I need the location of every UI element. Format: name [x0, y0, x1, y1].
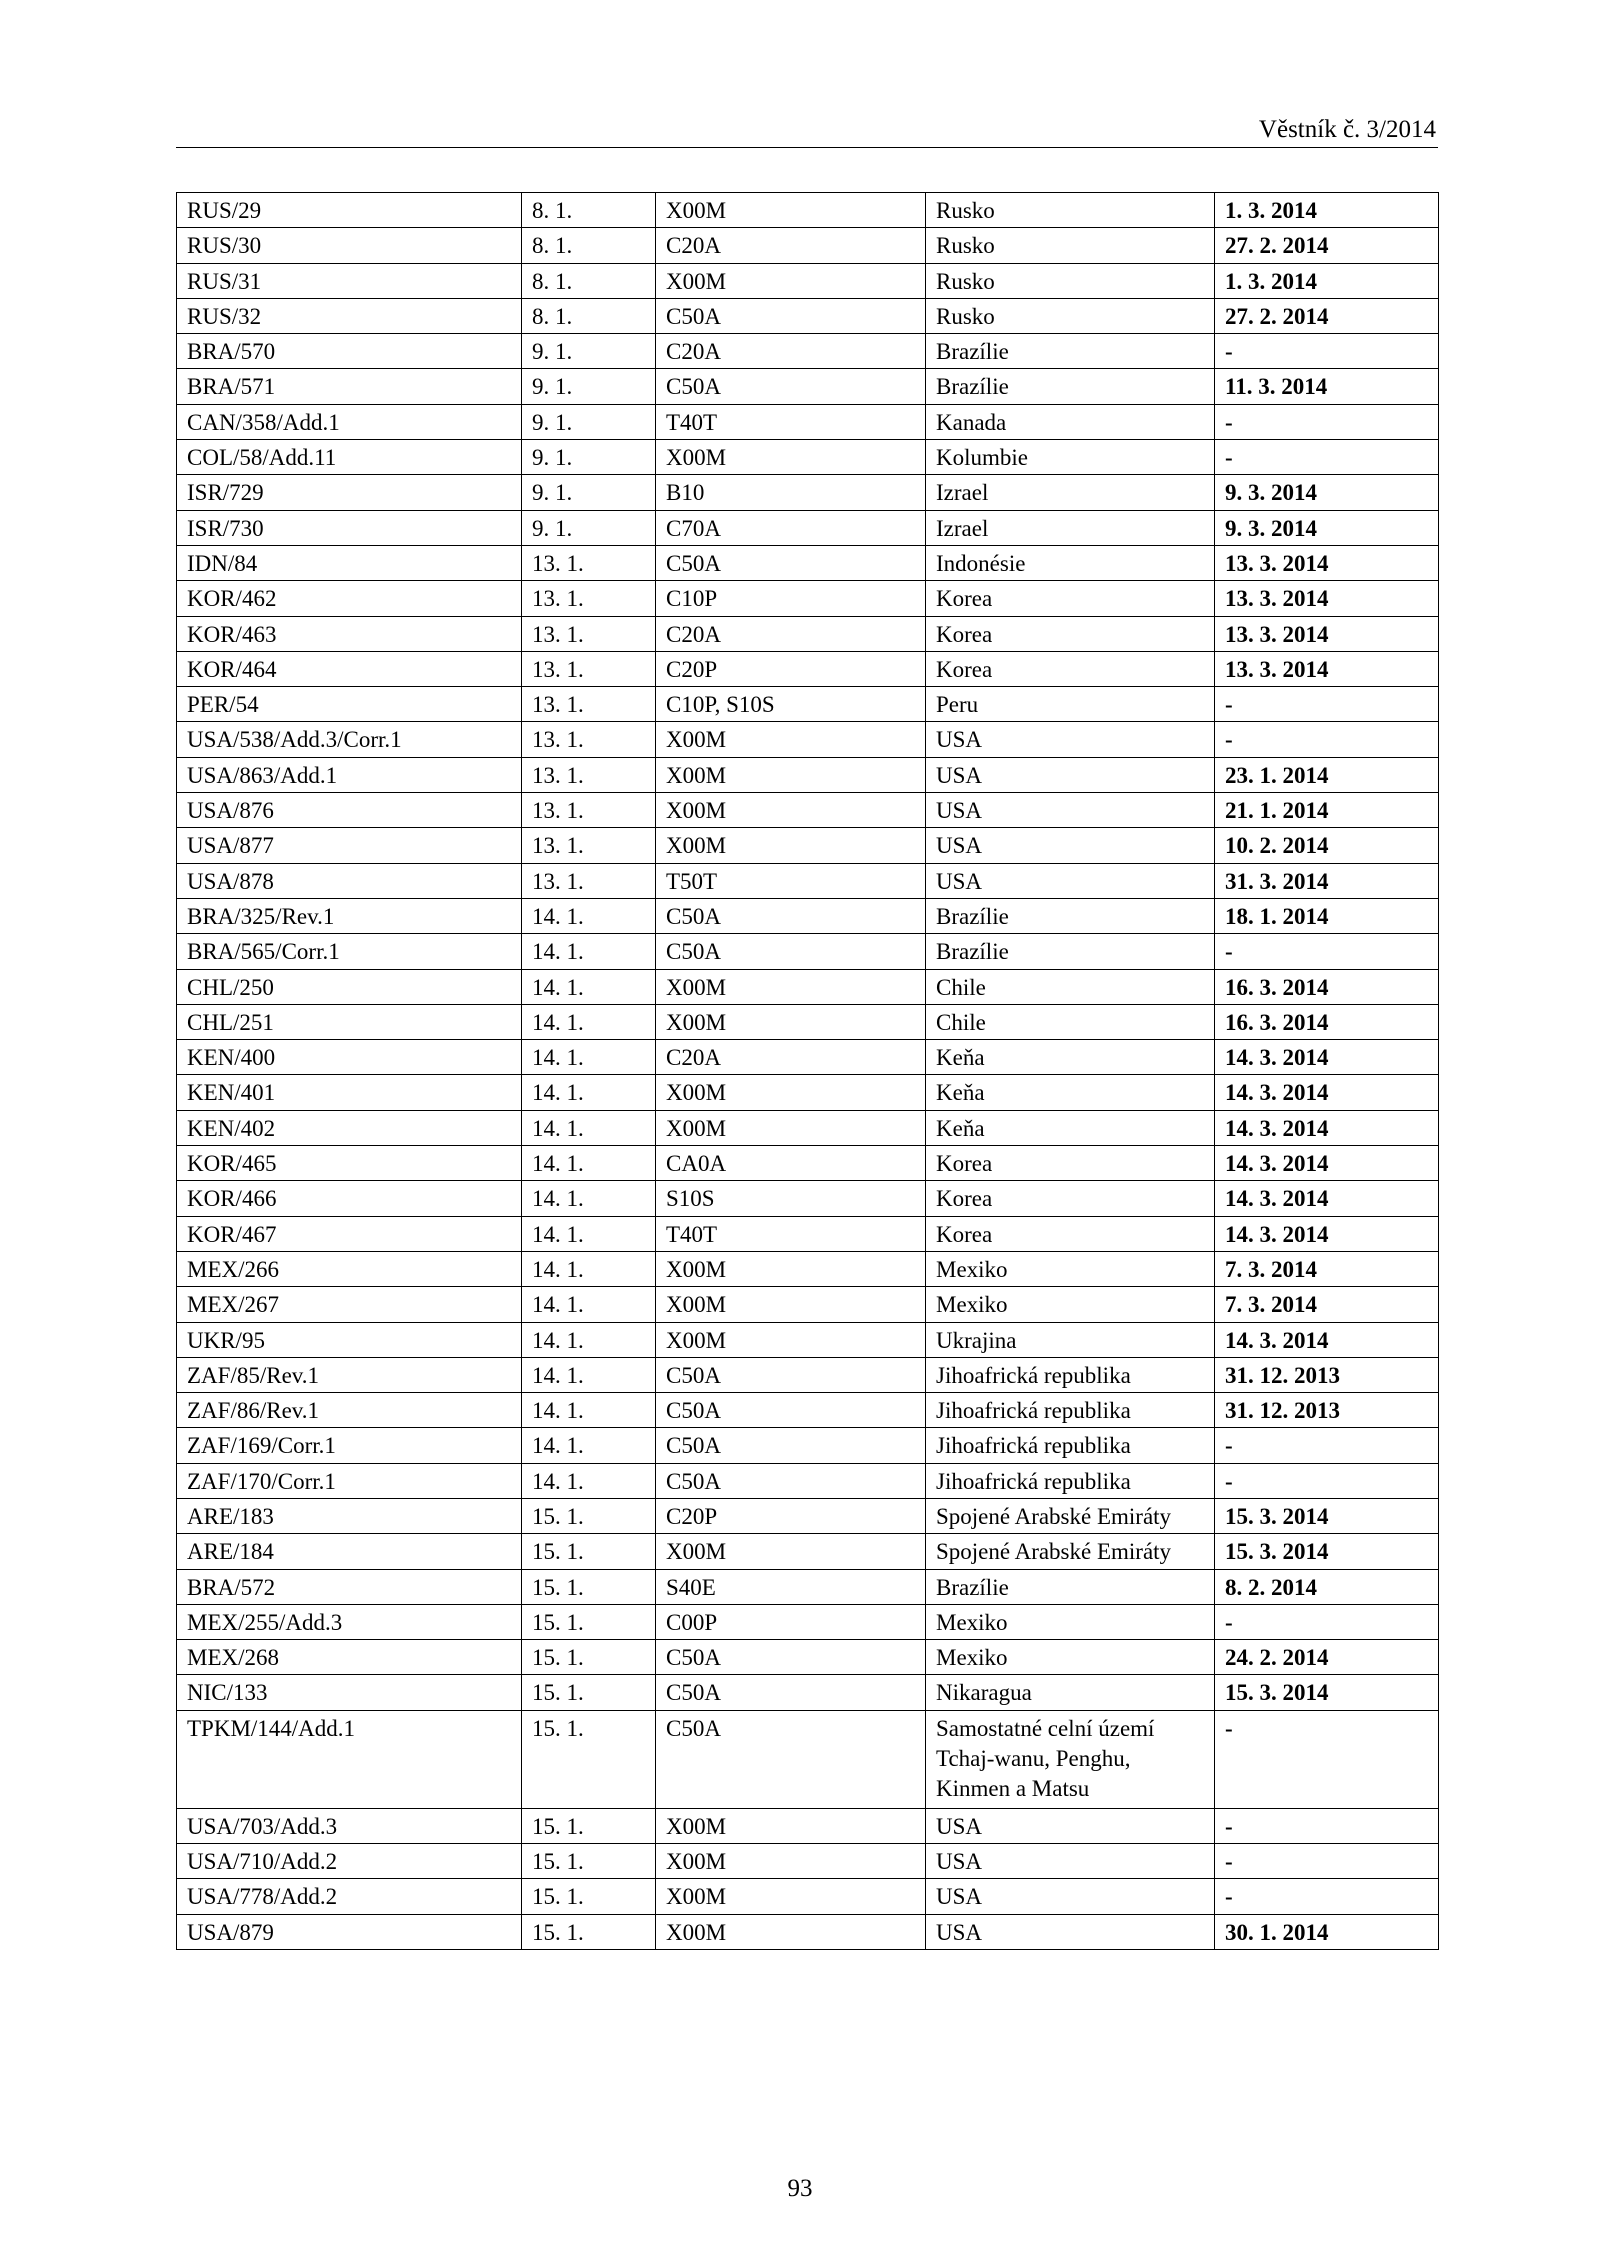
country-cell: Korea	[926, 651, 1215, 686]
deadline-cell: 14. 3. 2014	[1215, 1146, 1439, 1181]
date-cell: 14. 1.	[522, 1110, 656, 1145]
country-cell: Indonésie	[926, 545, 1215, 580]
table-row	[177, 298, 1439, 333]
country-cell: USA	[926, 793, 1215, 828]
date-cell: 15. 1.	[522, 1808, 656, 1843]
document-code-cell: BRA/325/Rev.1	[177, 898, 522, 933]
code-cell: X00M	[656, 757, 926, 792]
code-cell: C50A	[656, 1640, 926, 1675]
country-cell: Rusko	[926, 228, 1215, 263]
deadline-cell: 14. 3. 2014	[1215, 1181, 1439, 1216]
table-row	[177, 369, 1439, 404]
deadline-cell: 7. 3. 2014	[1215, 1251, 1439, 1286]
table-row	[177, 193, 1439, 228]
country-cell: Korea	[926, 1146, 1215, 1181]
country-cell: Mexiko	[926, 1604, 1215, 1639]
code-cell: X00M	[656, 193, 926, 228]
date-cell: 13. 1.	[522, 616, 656, 651]
date-cell: 13. 1.	[522, 651, 656, 686]
document-code-cell: KEN/400	[177, 1040, 522, 1075]
country-cell: Izrael	[926, 475, 1215, 510]
deadline-cell: 27. 2. 2014	[1215, 228, 1439, 263]
document-code-cell: USA/879	[177, 1914, 522, 1949]
deadline-cell: 14. 3. 2014	[1215, 1216, 1439, 1251]
date-cell: 15. 1.	[522, 1604, 656, 1639]
code-cell: C50A	[656, 898, 926, 933]
document-code-cell: MEX/266	[177, 1251, 522, 1286]
country-cell: Keňa	[926, 1040, 1215, 1075]
code-cell: X00M	[656, 1879, 926, 1914]
date-cell: 15. 1.	[522, 1710, 656, 1808]
document-code-cell: ZAF/170/Corr.1	[177, 1463, 522, 1498]
deadline-cell: 15. 3. 2014	[1215, 1498, 1439, 1533]
page-number: 93	[787, 2175, 813, 2202]
country-cell: USA	[926, 828, 1215, 863]
document-code-cell: MEX/267	[177, 1287, 522, 1322]
country-cell: Ukrajina	[926, 1322, 1215, 1357]
deadline-cell: -	[1215, 934, 1439, 969]
deadline-cell: 18. 1. 2014	[1215, 898, 1439, 933]
table-row	[177, 1808, 1439, 1843]
document-code-cell: KOR/467	[177, 1216, 522, 1251]
document-code-cell: CAN/358/Add.1	[177, 404, 522, 439]
document-code-cell: KOR/465	[177, 1146, 522, 1181]
table-row	[177, 228, 1439, 263]
country-cell: Nikaragua	[926, 1675, 1215, 1710]
document-code-cell: KEN/402	[177, 1110, 522, 1145]
table-row	[177, 545, 1439, 580]
date-cell: 8. 1.	[522, 228, 656, 263]
code-cell: C20A	[656, 616, 926, 651]
code-cell: T40T	[656, 1216, 926, 1251]
table-row	[177, 263, 1439, 298]
date-cell: 14. 1.	[522, 1216, 656, 1251]
deadline-cell: -	[1215, 440, 1439, 475]
document-code-cell: USA/538/Add.3/Corr.1	[177, 722, 522, 757]
country-cell: Mexiko	[926, 1287, 1215, 1322]
country-cell: Korea	[926, 1216, 1215, 1251]
code-cell: X00M	[656, 263, 926, 298]
document-code-cell: MEX/255/Add.3	[177, 1604, 522, 1639]
document-code-cell: ZAF/85/Rev.1	[177, 1357, 522, 1392]
document-code-cell: BRA/571	[177, 369, 522, 404]
code-cell: X00M	[656, 969, 926, 1004]
date-cell: 14. 1.	[522, 969, 656, 1004]
deadline-cell: 1. 3. 2014	[1215, 263, 1439, 298]
deadline-cell: 14. 3. 2014	[1215, 1322, 1439, 1357]
country-cell: USA	[926, 1914, 1215, 1949]
country-cell: Spojené Arabské Emiráty	[926, 1498, 1215, 1533]
document-code-cell: KOR/462	[177, 581, 522, 616]
deadline-cell: 14. 3. 2014	[1215, 1075, 1439, 1110]
code-cell: C50A	[656, 1675, 926, 1710]
country-cell: Korea	[926, 616, 1215, 651]
document-code-cell: KOR/463	[177, 616, 522, 651]
date-cell: 14. 1.	[522, 1322, 656, 1357]
deadline-cell: -	[1215, 404, 1439, 439]
table-row	[177, 1640, 1439, 1675]
date-cell: 14. 1.	[522, 1428, 656, 1463]
document-code-cell: TPKM/144/Add.1	[177, 1710, 522, 1808]
document-code-cell: USA/703/Add.3	[177, 1808, 522, 1843]
country-cell: Brazílie	[926, 898, 1215, 933]
date-cell: 15. 1.	[522, 1640, 656, 1675]
country-cell: Spojené Arabské Emiráty	[926, 1534, 1215, 1569]
deadline-cell: 23. 1. 2014	[1215, 757, 1439, 792]
code-cell: C20A	[656, 228, 926, 263]
date-cell: 14. 1.	[522, 1357, 656, 1392]
country-cell: USA	[926, 722, 1215, 757]
table-row	[177, 1879, 1439, 1914]
country-cell: USA	[926, 1808, 1215, 1843]
country-cell: Jihoafrická republika	[926, 1428, 1215, 1463]
deadline-cell: 30. 1. 2014	[1215, 1914, 1439, 1949]
country-cell: Rusko	[926, 193, 1215, 228]
deadline-cell: 21. 1. 2014	[1215, 793, 1439, 828]
deadline-cell: -	[1215, 1808, 1439, 1843]
code-cell: C20P	[656, 651, 926, 686]
document-code-cell: COL/58/Add.11	[177, 440, 522, 475]
table-row	[177, 687, 1439, 722]
country-cell: Rusko	[926, 263, 1215, 298]
date-cell: 9. 1.	[522, 404, 656, 439]
deadline-cell: 31. 12. 2013	[1215, 1357, 1439, 1392]
table-row	[177, 1146, 1439, 1181]
date-cell: 14. 1.	[522, 1004, 656, 1039]
country-cell: Keňa	[926, 1075, 1215, 1110]
document-code-cell: BRA/572	[177, 1569, 522, 1604]
document-code-cell: KEN/401	[177, 1075, 522, 1110]
country-cell: USA	[926, 1844, 1215, 1879]
table-row	[177, 1216, 1439, 1251]
table-row	[177, 1075, 1439, 1110]
country-cell: Chile	[926, 1004, 1215, 1039]
deadline-cell: 13. 3. 2014	[1215, 616, 1439, 651]
country-cell: Rusko	[926, 298, 1215, 333]
date-cell: 15. 1.	[522, 1498, 656, 1533]
document-code-cell: MEX/268	[177, 1640, 522, 1675]
deadline-cell: 31. 12. 2013	[1215, 1393, 1439, 1428]
document-code-cell: BRA/565/Corr.1	[177, 934, 522, 969]
date-cell: 14. 1.	[522, 1287, 656, 1322]
table-row	[177, 969, 1439, 1004]
table-row	[177, 651, 1439, 686]
deadline-cell: -	[1215, 1844, 1439, 1879]
date-cell: 9. 1.	[522, 334, 656, 369]
document-code-cell: RUS/32	[177, 298, 522, 333]
table-row	[177, 1110, 1439, 1145]
deadline-cell: 14. 3. 2014	[1215, 1040, 1439, 1075]
document-code-cell: ISR/729	[177, 475, 522, 510]
code-cell: X00M	[656, 1251, 926, 1286]
deadline-cell: 15. 3. 2014	[1215, 1675, 1439, 1710]
deadline-cell: -	[1215, 722, 1439, 757]
code-cell: C50A	[656, 1428, 926, 1463]
code-cell: X00M	[656, 722, 926, 757]
code-cell: C10P, S10S	[656, 687, 926, 722]
code-cell: C70A	[656, 510, 926, 545]
date-cell: 13. 1.	[522, 863, 656, 898]
table-row	[177, 440, 1439, 475]
code-cell: C50A	[656, 934, 926, 969]
code-cell: X00M	[656, 1844, 926, 1879]
country-cell: Samostatné celní území Tchaj-wanu, Penghu, Kinmen a Matsu	[926, 1710, 1215, 1808]
table-row	[177, 1534, 1439, 1569]
date-cell: 15. 1.	[522, 1879, 656, 1914]
table-row	[177, 581, 1439, 616]
table-row	[177, 1569, 1439, 1604]
table-row	[177, 334, 1439, 369]
table-body	[177, 193, 1439, 1950]
table-row	[177, 475, 1439, 510]
code-cell: T40T	[656, 404, 926, 439]
table-row	[177, 1040, 1439, 1075]
deadline-cell: 13. 3. 2014	[1215, 545, 1439, 580]
document-code-cell: USA/710/Add.2	[177, 1844, 522, 1879]
deadline-cell: 24. 2. 2014	[1215, 1640, 1439, 1675]
document-code-cell: UKR/95	[177, 1322, 522, 1357]
code-cell: T50T	[656, 863, 926, 898]
deadline-cell: 16. 3. 2014	[1215, 969, 1439, 1004]
page-header	[176, 104, 1438, 148]
table-row	[177, 793, 1439, 828]
country-cell: Kolumbie	[926, 440, 1215, 475]
country-cell: Peru	[926, 687, 1215, 722]
document-code-cell: NIC/133	[177, 1675, 522, 1710]
date-cell: 14. 1.	[522, 934, 656, 969]
date-cell: 9. 1.	[522, 369, 656, 404]
document-code-cell: IDN/84	[177, 545, 522, 580]
date-cell: 14. 1.	[522, 898, 656, 933]
document-code-cell: RUS/31	[177, 263, 522, 298]
deadline-cell: -	[1215, 1710, 1439, 1808]
date-cell: 13. 1.	[522, 545, 656, 580]
deadline-cell: 13. 3. 2014	[1215, 651, 1439, 686]
country-cell: Korea	[926, 1181, 1215, 1216]
table-row	[177, 898, 1439, 933]
code-cell: S40E	[656, 1569, 926, 1604]
table-row	[177, 1287, 1439, 1322]
deadline-cell: -	[1215, 687, 1439, 722]
table-row	[177, 1498, 1439, 1533]
deadline-cell: -	[1215, 1879, 1439, 1914]
deadline-cell: 9. 3. 2014	[1215, 510, 1439, 545]
document-code-cell: CHL/250	[177, 969, 522, 1004]
document-code-cell: ZAF/86/Rev.1	[177, 1393, 522, 1428]
date-cell: 8. 1.	[522, 263, 656, 298]
document-code-cell: ZAF/169/Corr.1	[177, 1428, 522, 1463]
country-cell: Jihoafrická republika	[926, 1393, 1215, 1428]
date-cell: 15. 1.	[522, 1534, 656, 1569]
country-cell: Korea	[926, 581, 1215, 616]
country-cell: Chile	[926, 969, 1215, 1004]
document-code-cell: USA/863/Add.1	[177, 757, 522, 792]
code-cell: C50A	[656, 1710, 926, 1808]
deadline-cell: 14. 3. 2014	[1215, 1110, 1439, 1145]
code-cell: C50A	[656, 298, 926, 333]
table-row	[177, 828, 1439, 863]
country-cell: Izrael	[926, 510, 1215, 545]
document-code-cell: RUS/29	[177, 193, 522, 228]
code-cell: X00M	[656, 1287, 926, 1322]
bulletin-title: Věstník č. 3/2014	[1258, 116, 1436, 143]
code-cell: CA0A	[656, 1146, 926, 1181]
table-row	[177, 757, 1439, 792]
deadline-cell: -	[1215, 1463, 1439, 1498]
date-cell: 14. 1.	[522, 1040, 656, 1075]
deadline-cell: 11. 3. 2014	[1215, 369, 1439, 404]
code-cell: C50A	[656, 369, 926, 404]
table-row	[177, 1710, 1439, 1808]
code-cell: X00M	[656, 1322, 926, 1357]
table-row	[177, 1675, 1439, 1710]
table-row	[177, 616, 1439, 651]
code-cell: S10S	[656, 1181, 926, 1216]
table-row	[177, 863, 1439, 898]
document-code-cell: RUS/30	[177, 228, 522, 263]
deadline-cell: 16. 3. 2014	[1215, 1004, 1439, 1039]
code-cell: B10	[656, 475, 926, 510]
code-cell: C10P	[656, 581, 926, 616]
country-cell: Brazílie	[926, 1569, 1215, 1604]
date-cell: 14. 1.	[522, 1393, 656, 1428]
date-cell: 13. 1.	[522, 757, 656, 792]
code-cell: X00M	[656, 1808, 926, 1843]
date-cell: 13. 1.	[522, 581, 656, 616]
country-cell: USA	[926, 1879, 1215, 1914]
country-cell: Brazílie	[926, 334, 1215, 369]
code-cell: X00M	[656, 1110, 926, 1145]
document-code-cell: PER/54	[177, 687, 522, 722]
date-cell: 9. 1.	[522, 510, 656, 545]
deadline-cell: 7. 3. 2014	[1215, 1287, 1439, 1322]
country-cell: Brazílie	[926, 934, 1215, 969]
date-cell: 13. 1.	[522, 687, 656, 722]
date-cell: 15. 1.	[522, 1675, 656, 1710]
country-cell: Mexiko	[926, 1640, 1215, 1675]
table-row	[177, 404, 1439, 439]
country-cell: Brazílie	[926, 369, 1215, 404]
table-row	[177, 1844, 1439, 1879]
date-cell: 13. 1.	[522, 793, 656, 828]
deadline-cell: 31. 3. 2014	[1215, 863, 1439, 898]
code-cell: C50A	[656, 1357, 926, 1392]
code-cell: X00M	[656, 828, 926, 863]
date-cell: 15. 1.	[522, 1914, 656, 1949]
code-cell: C50A	[656, 1463, 926, 1498]
code-cell: X00M	[656, 793, 926, 828]
code-cell: C20A	[656, 1040, 926, 1075]
document-code-cell: ARE/184	[177, 1534, 522, 1569]
country-cell: Mexiko	[926, 1251, 1215, 1286]
code-cell: X00M	[656, 1534, 926, 1569]
code-cell: X00M	[656, 1004, 926, 1039]
table-row	[177, 1181, 1439, 1216]
table-row	[177, 1463, 1439, 1498]
table-row	[177, 722, 1439, 757]
date-cell: 14. 1.	[522, 1146, 656, 1181]
deadline-cell: 10. 2. 2014	[1215, 828, 1439, 863]
code-cell: C50A	[656, 545, 926, 580]
country-cell: Jihoafrická republika	[926, 1357, 1215, 1392]
table-row	[177, 1914, 1439, 1949]
document-code-cell: USA/778/Add.2	[177, 1879, 522, 1914]
table-row	[177, 1357, 1439, 1392]
table-row	[177, 1251, 1439, 1286]
code-cell: C20A	[656, 334, 926, 369]
code-cell: C00P	[656, 1604, 926, 1639]
document-code-cell: USA/877	[177, 828, 522, 863]
table-row	[177, 510, 1439, 545]
deadline-cell: -	[1215, 334, 1439, 369]
table-row	[177, 1428, 1439, 1463]
document-code-cell: USA/878	[177, 863, 522, 898]
table-row	[177, 1393, 1439, 1428]
country-cell: USA	[926, 863, 1215, 898]
code-cell: X00M	[656, 440, 926, 475]
date-cell: 15. 1.	[522, 1569, 656, 1604]
date-cell: 9. 1.	[522, 440, 656, 475]
deadline-cell: 27. 2. 2014	[1215, 298, 1439, 333]
table-row	[177, 1004, 1439, 1039]
date-cell: 15. 1.	[522, 1844, 656, 1879]
document-code-cell: KOR/466	[177, 1181, 522, 1216]
document-code-cell: ISR/730	[177, 510, 522, 545]
code-cell: C20P	[656, 1498, 926, 1533]
deadline-cell: -	[1215, 1604, 1439, 1639]
date-cell: 14. 1.	[522, 1181, 656, 1216]
deadline-cell: 15. 3. 2014	[1215, 1534, 1439, 1569]
date-cell: 13. 1.	[522, 828, 656, 863]
deadline-cell: 8. 2. 2014	[1215, 1569, 1439, 1604]
table-row	[177, 1322, 1439, 1357]
notification-table	[176, 192, 1439, 1950]
country-cell: Keňa	[926, 1110, 1215, 1145]
code-cell: C50A	[656, 1393, 926, 1428]
deadline-cell: 9. 3. 2014	[1215, 475, 1439, 510]
code-cell: X00M	[656, 1075, 926, 1110]
deadline-cell: 13. 3. 2014	[1215, 581, 1439, 616]
date-cell: 9. 1.	[522, 475, 656, 510]
document-code-cell: CHL/251	[177, 1004, 522, 1039]
country-cell: Jihoafrická republika	[926, 1463, 1215, 1498]
deadline-cell: 1. 3. 2014	[1215, 193, 1439, 228]
date-cell: 14. 1.	[522, 1251, 656, 1286]
date-cell: 8. 1.	[522, 193, 656, 228]
deadline-cell: -	[1215, 1428, 1439, 1463]
table-row	[177, 1604, 1439, 1639]
table-row	[177, 934, 1439, 969]
country-cell: Kanada	[926, 404, 1215, 439]
document-code-cell: KOR/464	[177, 651, 522, 686]
code-cell: X00M	[656, 1914, 926, 1949]
date-cell: 14. 1.	[522, 1463, 656, 1498]
date-cell: 14. 1.	[522, 1075, 656, 1110]
document-code-cell: ARE/183	[177, 1498, 522, 1533]
country-cell: USA	[926, 757, 1215, 792]
document-code-cell: BRA/570	[177, 334, 522, 369]
document-code-cell: USA/876	[177, 793, 522, 828]
date-cell: 13. 1.	[522, 722, 656, 757]
date-cell: 8. 1.	[522, 298, 656, 333]
